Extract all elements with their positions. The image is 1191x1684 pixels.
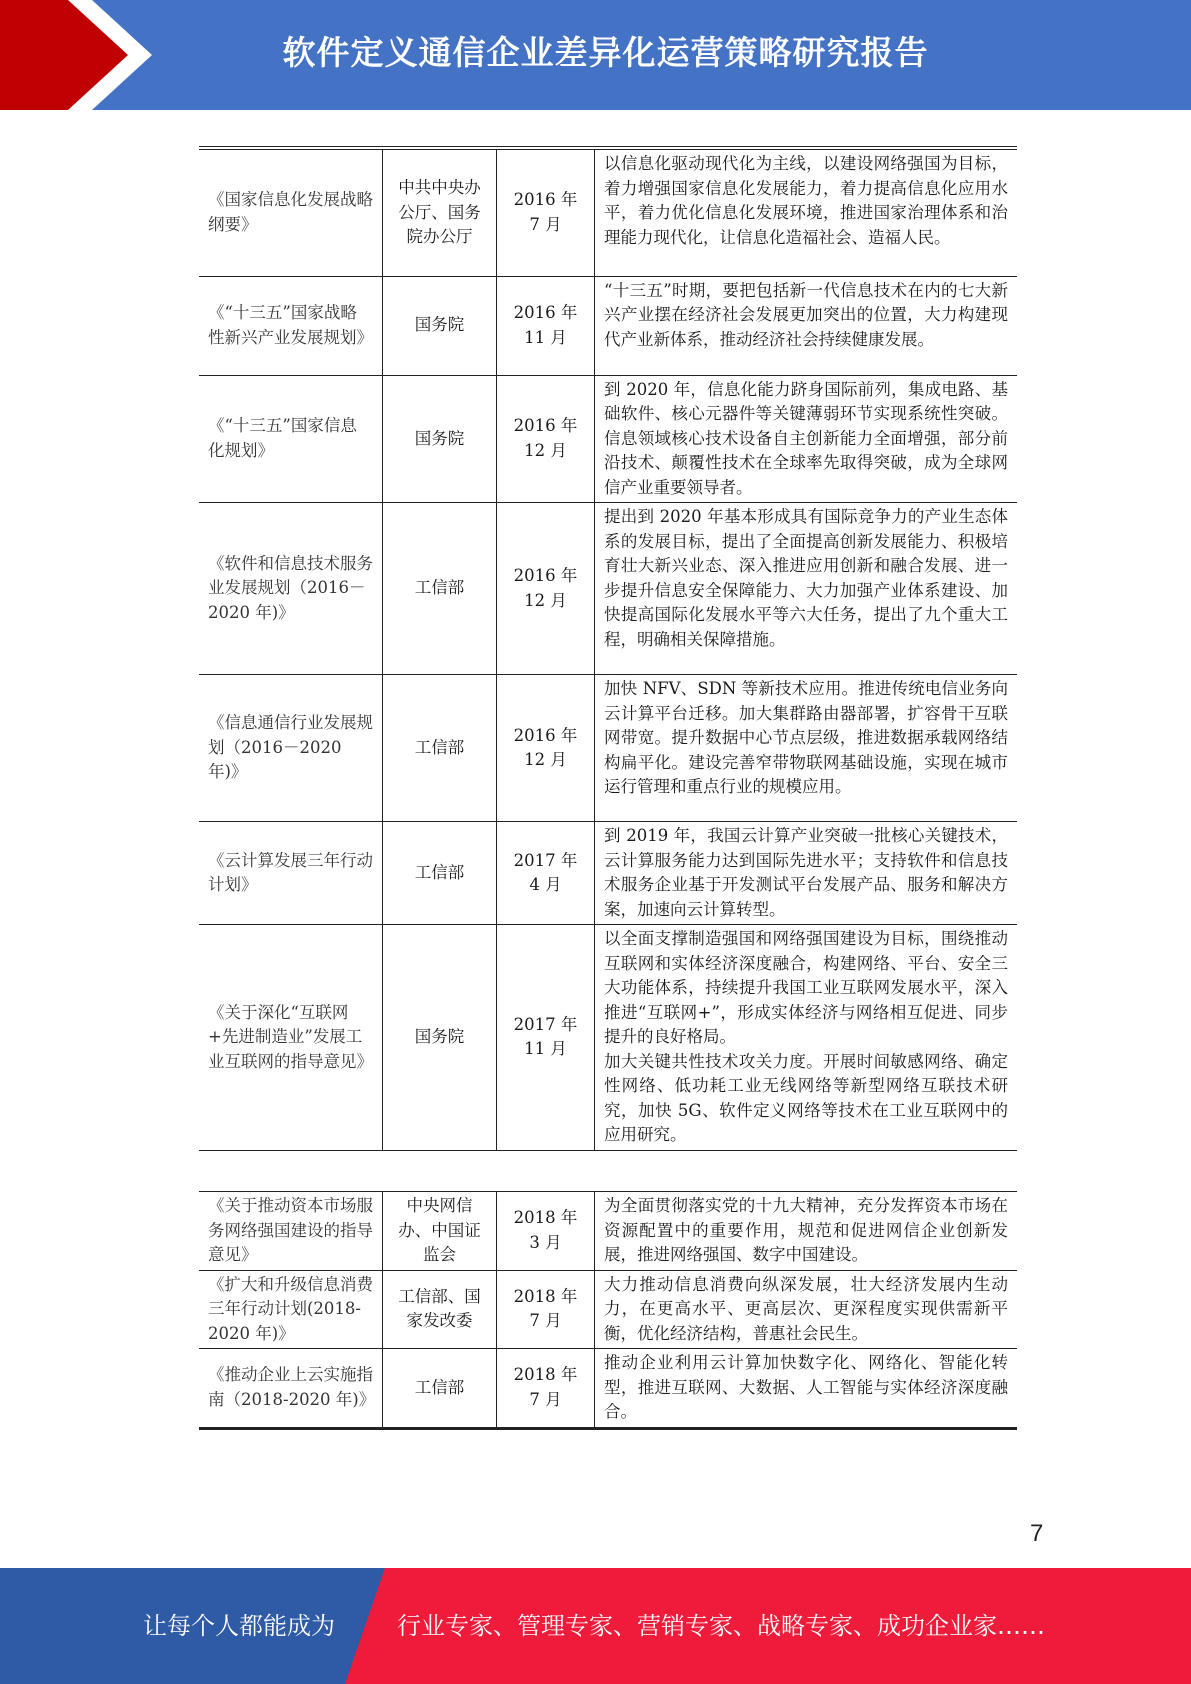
table-row xyxy=(199,675,1017,822)
issuing-department: 工信部、国家发改委 xyxy=(383,1270,497,1349)
policy-description: “十三五”时期，要把包括新一代信息技术在内的七大新兴产业摆在经济社会发展更加突出的位置，大力构建现代产业新体系，推动经济社会持续健康发展。 xyxy=(595,276,1018,375)
policy-description: 为全面贯彻落实党的十九大精神，充分发挥资本市场在资源配置中的重要作用，规范和促进网信企业创新发展，推进网络强国、数字中国建设。 xyxy=(595,1192,1018,1271)
policy-title: 《云计算发展三年行动计划》 xyxy=(199,822,383,925)
policy-description xyxy=(595,925,1018,1151)
policy-description: 到 2019 年，我国云计算产业突破一批核心关键技术，云计算服务能力达到国际先进水平；支持软件和信息技术服务企业基于开发测试平台发展产品、服务和解决方案，加速向云计算转型。 xyxy=(595,822,1018,925)
policy-description: 到 2020 年，信息化能力跻身国际前列，集成电路、基础软件、核心元器件等关键薄弱环节实现系统性突破。信息领域核心技术设备自主创新能力全面增强，部分前沿技术、颠覆性技术在全球率先取得突破，成为全球网信产业重要领导者。 xyxy=(595,375,1018,503)
table-row xyxy=(199,1192,1017,1271)
policy-description: 推动企业利用云计算加快数字化、网络化、智能化转型，推进互联网、大数据、人工智能与实体经济深度融合。 xyxy=(595,1349,1018,1429)
issuing-department: 工信部 xyxy=(383,503,497,675)
policy-description: 加快 NFV、SDN 等新技术应用。推进传统电信业务向云计算平台迁移。加大集群路由器部署，扩容骨干互联网带宽。提升数据中心节点层级，推进数据承载网络结构扁平化。建设完善窄带物联网基础设施，实现在城市运行管理和重点行业的规模应用。 xyxy=(595,675,1018,822)
table-row xyxy=(199,1270,1017,1349)
issuing-department: 国务院 xyxy=(383,276,497,375)
page-header xyxy=(0,0,1191,110)
issuing-department: 国务院 xyxy=(383,925,497,1151)
issuing-department: 中央网信办、中国证监会 xyxy=(383,1192,497,1271)
policy-description: 以信息化驱动现代化为主线，以建设网络强国为目标，着力增强国家信息化发展能力，着力提高信息化应用水平，着力优化信息化发展环境，推进国家治理体系和治理能力现代化，让信息化造福社会、造福人民。 xyxy=(595,148,1018,276)
issuing-department: 工信部 xyxy=(383,822,497,925)
issue-date: 2017 年 11 月 xyxy=(497,925,595,1151)
issue-date: 2016 年 7 月 xyxy=(497,148,595,276)
issuing-department: 中共中央办公厅、国务院办公厅 xyxy=(383,148,497,276)
issue-date: 2018 年 7 月 xyxy=(497,1270,595,1349)
policy-table xyxy=(199,146,1017,1151)
policy-title: 《关于深化“互联网+先进制造业”发展工业互联网的指导意见》 xyxy=(199,925,383,1151)
document-title: 软件定义通信企业差异化运营策略研究报告 xyxy=(282,33,929,72)
policy-title: 《国家信息化发展战略纲要》 xyxy=(199,148,383,276)
policy-description: 大力推动信息消费向纵深发展，壮大经济发展内生动力，在更高水平、更高层次、更深程度实现供需新平衡，优化经济结构，普惠社会民生。 xyxy=(595,1270,1018,1349)
policy-description: 提出到 2020 年基本形成具有国际竞争力的产业生态体系的发展目标，提出了全面提高创新发展能力、积极培育壮大新兴业态、深入推进应用创新和融合发展、进一步提升信息安全保障能力、大力加强产业体系建设、加快提高国际化发展水平等六大任务，提出了九个重大工程，明确相关保障措施。 xyxy=(595,503,1018,675)
page-number: 7 xyxy=(1030,1520,1044,1547)
policy-description-part: 加大关键共性技术攻关力度。开展时间敏感网络、确定性网络、低功耗工业无线网络等新型网络互联技术研究，加快 5G、软件定义网络等技术在工业互联网中的应用研究。 xyxy=(604,1051,1008,1144)
page-footer xyxy=(0,1568,1191,1684)
table-row xyxy=(199,822,1017,925)
policy-table-continued xyxy=(199,1191,1017,1430)
policy-title: 《关于推动资本市场服务网络强国建设的指导意见》 xyxy=(199,1192,383,1271)
footer-slogan-left: 让每个人都能成为 xyxy=(143,1612,335,1640)
table-row xyxy=(199,276,1017,375)
issue-date: 2017 年 4 月 xyxy=(497,822,595,925)
policy-title: 《“十三五”国家战略性新兴产业发展规划》 xyxy=(199,276,383,375)
footer-slogan-right: 行业专家、管理专家、营销专家、战略专家、成功企业家…… xyxy=(397,1612,1045,1640)
issuing-department: 工信部 xyxy=(383,1349,497,1429)
issue-date: 2018 年 3 月 xyxy=(497,1192,595,1271)
table-row xyxy=(199,148,1017,276)
policy-title: 《“十三五”国家信息化规划》 xyxy=(199,375,383,503)
issuing-department: 国务院 xyxy=(383,375,497,503)
policy-description-part: 以全面支撑制造强国和网络强国建设为目标，围绕推动互联网和实体经济深度融合，构建网络、平台、安全三大功能体系，持续提升我国工业互联网发展水平，深入推进“互联网+”，形成实体经济与网络相互促进、同步提升的良好格局。 xyxy=(604,929,1008,1046)
policy-title: 《推动企业上云实施指南（2018-2020 年)》 xyxy=(199,1349,383,1429)
issue-date: 2016 年 12 月 xyxy=(497,375,595,503)
issue-date: 2016 年 12 月 xyxy=(497,503,595,675)
table-row xyxy=(199,375,1017,503)
policy-title: 《软件和信息技术服务业发展规划（2016－2020 年)》 xyxy=(199,503,383,675)
policy-title: 《信息通信行业发展规划（2016－2020 年)》 xyxy=(199,675,383,822)
table-row xyxy=(199,503,1017,675)
policy-title: 《扩大和升级信息消费三年行动计划(2018-2020 年)》 xyxy=(199,1270,383,1349)
issue-date: 2018 年 7 月 xyxy=(497,1349,595,1429)
issuing-department: 工信部 xyxy=(383,675,497,822)
table-row xyxy=(199,1349,1017,1429)
issue-date: 2016 年 11 月 xyxy=(497,276,595,375)
issue-date: 2016 年 12 月 xyxy=(497,675,595,822)
table-row xyxy=(199,925,1017,1151)
